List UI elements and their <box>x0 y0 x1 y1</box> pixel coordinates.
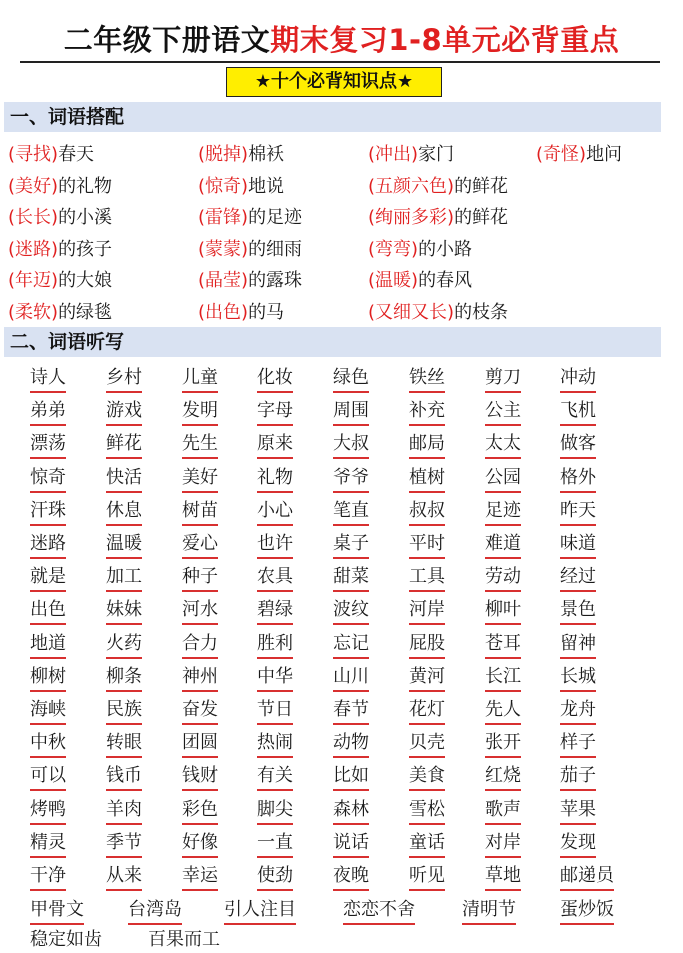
dictation-word: 海峡 <box>30 698 66 725</box>
right-paren: ) <box>241 270 249 291</box>
left-paren: ( <box>536 144 544 165</box>
dictation-word: 先人 <box>485 698 521 725</box>
left-paren: ( <box>8 175 16 197</box>
dictation-word: 做客 <box>560 432 596 459</box>
dictation-word: 树苗 <box>182 499 218 526</box>
right-paren: ) <box>411 270 419 291</box>
dictation-word-cut-off: 百果而工 <box>148 929 220 950</box>
collocation-phrase <box>368 203 508 229</box>
right-paren: ) <box>447 301 455 323</box>
phrase-key: 惊奇 <box>205 175 242 197</box>
dictation-word: 季节 <box>106 831 142 858</box>
dictation-word: 休息 <box>106 499 142 526</box>
right-paren: ) <box>241 238 249 260</box>
phrase-key: 长长 <box>15 207 52 228</box>
phrase-tail: 的孩子 <box>58 238 113 260</box>
phrase-key: 温暖 <box>375 270 412 291</box>
phrase-tail: 的礼物 <box>58 175 113 197</box>
dictation-word: 样子 <box>560 731 596 758</box>
dictation-word: 草地 <box>485 864 521 891</box>
section1-title: 一、词语搭配 <box>10 106 125 128</box>
dictation-word: 彩色 <box>182 798 218 825</box>
left-paren: ( <box>368 175 376 197</box>
dictation-word: 农具 <box>257 565 293 592</box>
dictation-word: 好像 <box>182 831 218 858</box>
phrase-tail: 的鲜花 <box>454 175 509 197</box>
dictation-word: 贝壳 <box>409 731 445 758</box>
dictation-word: 幸运 <box>182 864 218 891</box>
dictation-word: 红烧 <box>485 764 521 791</box>
left-paren: ( <box>368 301 376 323</box>
dictation-word: 汗珠 <box>30 499 66 526</box>
phrase-key: 出色 <box>205 301 242 323</box>
dictation-word: 甲骨文 <box>30 898 84 925</box>
dictation-word: 恋恋不舍 <box>343 898 415 925</box>
dictation-word: 节日 <box>257 698 293 725</box>
dictation-word: 花灯 <box>409 698 445 725</box>
collocation-phrase <box>198 172 284 198</box>
dictation-word: 难道 <box>485 532 521 559</box>
dictation-word: 听见 <box>409 864 445 891</box>
dictation-word: 邮递员 <box>560 864 614 891</box>
left-paren: ( <box>8 301 16 323</box>
dictation-word: 周围 <box>333 399 369 426</box>
phrase-key: 晶莹 <box>205 270 242 291</box>
dictation-word: 说话 <box>333 831 369 858</box>
phrase-key: 雷锋 <box>205 207 242 228</box>
dictation-word: 妹妹 <box>106 598 142 625</box>
dictation-word: 柳树 <box>30 665 66 692</box>
phrase-key: 绚丽多彩 <box>375 207 448 228</box>
right-paren: ) <box>411 238 419 260</box>
dictation-word: 动物 <box>333 731 369 758</box>
dictation-word: 出色 <box>30 598 66 625</box>
title-underline <box>20 61 660 63</box>
left-paren: ( <box>198 144 206 165</box>
dictation-word: 波纹 <box>333 598 369 625</box>
dictation-word: 公主 <box>485 399 521 426</box>
left-paren: ( <box>368 238 376 260</box>
phrase-tail: 的小路 <box>418 238 473 260</box>
left-paren: ( <box>8 270 16 291</box>
dictation-word: 柳叶 <box>485 598 521 625</box>
phrase-key: 五颜六色 <box>375 175 448 197</box>
collocation-phrase <box>198 203 302 229</box>
phrase-key: 迷路 <box>15 238 52 260</box>
collocation-phrase <box>8 140 94 166</box>
collocation-phrase <box>8 298 112 324</box>
dictation-word: 中华 <box>257 665 293 692</box>
dictation-word: 发现 <box>560 831 596 858</box>
dictation-word: 钱财 <box>182 764 218 791</box>
dictation-word: 先生 <box>182 432 218 459</box>
dictation-word: 平时 <box>409 532 445 559</box>
dictation-word: 碧绿 <box>257 598 293 625</box>
dictation-word: 美食 <box>409 764 445 791</box>
dictation-word: 黄河 <box>409 665 445 692</box>
dictation-word: 一直 <box>257 831 293 858</box>
dictation-word: 爱心 <box>182 532 218 559</box>
dictation-word: 比如 <box>333 764 369 791</box>
left-paren: ( <box>368 144 376 165</box>
phrase-tail: 春天 <box>58 144 95 165</box>
collocation-phrase <box>8 203 112 229</box>
right-paren: ) <box>51 270 59 291</box>
dictation-word: 加工 <box>106 565 142 592</box>
right-paren: ) <box>241 207 249 228</box>
right-paren: ) <box>51 144 59 165</box>
collocation-phrase <box>536 140 622 166</box>
dictation-word: 柳条 <box>106 665 142 692</box>
left-paren: ( <box>198 207 206 228</box>
dictation-word: 铁丝 <box>409 366 445 393</box>
dictation-word: 羊肉 <box>106 798 142 825</box>
dictation-word: 迷路 <box>30 532 66 559</box>
dictation-word: 甜菜 <box>333 565 369 592</box>
right-paren: ) <box>447 175 455 197</box>
phrase-key: 冲出 <box>375 144 412 165</box>
collocation-phrase <box>198 140 284 166</box>
phrase-tail: 的露珠 <box>248 270 303 291</box>
dictation-word: 转眼 <box>106 731 142 758</box>
dictation-word: 快活 <box>106 466 142 493</box>
dictation-word: 山川 <box>333 665 369 692</box>
dictation-word: 夜晚 <box>333 864 369 891</box>
left-paren: ( <box>198 301 206 323</box>
dictation-word: 热闹 <box>257 731 293 758</box>
right-paren: ) <box>241 175 249 197</box>
phrase-tail: 家门 <box>418 144 455 165</box>
dictation-word: 奋发 <box>182 698 218 725</box>
dictation-word: 对岸 <box>485 831 521 858</box>
dictation-word: 屁股 <box>409 632 445 659</box>
left-paren: ( <box>8 238 16 260</box>
dictation-word: 雪松 <box>409 798 445 825</box>
dictation-word: 神州 <box>182 665 218 692</box>
phrase-tail: 的枝条 <box>454 301 509 323</box>
dictation-word: 民族 <box>106 698 142 725</box>
title-black-part: 二年级下册语文 <box>63 23 271 57</box>
dictation-word: 弟弟 <box>30 399 66 426</box>
dictation-word: 也许 <box>257 532 293 559</box>
dictation-word: 冲动 <box>560 366 596 393</box>
dictation-word: 种子 <box>182 565 218 592</box>
left-paren: ( <box>8 207 16 228</box>
phrase-tail: 的细雨 <box>248 238 303 260</box>
phrase-tail: 的鲜花 <box>454 207 509 228</box>
collocation-phrase <box>368 298 508 324</box>
dictation-word: 河水 <box>182 598 218 625</box>
dictation-word: 原来 <box>257 432 293 459</box>
dictation-word: 游戏 <box>106 399 142 426</box>
dictation-word: 诗人 <box>30 366 66 393</box>
phrase-key: 美好 <box>15 175 52 197</box>
dictation-word: 可以 <box>30 764 66 791</box>
phrase-key: 又细又长 <box>375 301 448 323</box>
phrase-tail: 地问 <box>586 144 623 165</box>
left-paren: ( <box>198 238 206 260</box>
dictation-word: 大叔 <box>333 432 369 459</box>
dictation-word: 桌子 <box>333 532 369 559</box>
right-paren: ) <box>51 301 59 323</box>
left-paren: ( <box>198 270 206 291</box>
phrase-key: 柔软 <box>15 301 52 323</box>
dictation-word: 鲜花 <box>106 432 142 459</box>
dictation-word: 景色 <box>560 598 596 625</box>
dictation-word: 太太 <box>485 432 521 459</box>
dictation-word: 苹果 <box>560 798 596 825</box>
phrase-key: 脱掉 <box>205 144 242 165</box>
dictation-word: 森林 <box>333 798 369 825</box>
dictation-word: 美好 <box>182 466 218 493</box>
dictation-word: 飞机 <box>560 399 596 426</box>
dictation-word: 张开 <box>485 731 521 758</box>
right-paren: ) <box>411 144 419 165</box>
phrase-tail: 棉袄 <box>248 144 285 165</box>
phrase-tail: 的春风 <box>418 270 473 291</box>
phrase-tail: 的小溪 <box>58 207 113 228</box>
right-paren: ) <box>51 175 59 197</box>
dictation-word: 格外 <box>560 466 596 493</box>
dictation-word: 劳动 <box>485 565 521 592</box>
dictation-word: 春节 <box>333 698 369 725</box>
dictation-word: 化妆 <box>257 366 293 393</box>
dictation-word: 叔叔 <box>409 499 445 526</box>
dictation-word: 小心 <box>257 499 293 526</box>
right-paren: ) <box>241 144 249 165</box>
dictation-word: 邮局 <box>409 432 445 459</box>
dictation-word: 儿童 <box>182 366 218 393</box>
dictation-word: 公园 <box>485 466 521 493</box>
collocation-phrase <box>368 235 472 261</box>
section2-title: 二、词语听写 <box>10 331 125 353</box>
dictation-word: 精灵 <box>30 831 66 858</box>
dictation-word: 经过 <box>560 565 596 592</box>
dictation-word: 爷爷 <box>333 466 369 493</box>
dictation-word: 龙舟 <box>560 698 596 725</box>
phrase-key: 奇怪 <box>543 144 580 165</box>
dictation-word: 漂荡 <box>30 432 66 459</box>
dictation-word: 剪刀 <box>485 366 521 393</box>
collocation-phrase <box>368 266 472 292</box>
collocation-phrase <box>198 298 284 324</box>
dictation-word: 味道 <box>560 532 596 559</box>
dictation-word: 工具 <box>409 565 445 592</box>
dictation-word: 有关 <box>257 764 293 791</box>
dictation-word: 从来 <box>106 864 142 891</box>
dictation-word: 温暖 <box>106 532 142 559</box>
dictation-word: 烤鸭 <box>30 798 66 825</box>
dictation-word: 童话 <box>409 831 445 858</box>
left-paren: ( <box>198 175 206 197</box>
dictation-word: 台湾岛 <box>128 898 182 925</box>
phrase-tail: 的大娘 <box>58 270 113 291</box>
dictation-word: 脚尖 <box>257 798 293 825</box>
dictation-word: 昨天 <box>560 499 596 526</box>
dictation-word: 笔直 <box>333 499 369 526</box>
dictation-word: 乡村 <box>106 366 142 393</box>
left-paren: ( <box>368 270 376 291</box>
dictation-word: 发明 <box>182 399 218 426</box>
dictation-word: 火药 <box>106 632 142 659</box>
dictation-word: 使劲 <box>257 864 293 891</box>
page-title <box>0 18 683 59</box>
right-paren: ) <box>447 207 455 228</box>
phrase-key: 年迈 <box>15 270 52 291</box>
collocation-phrase <box>8 266 112 292</box>
right-paren: ) <box>51 207 59 228</box>
dictation-word: 蛋炒饭 <box>560 898 614 925</box>
dictation-word: 留神 <box>560 632 596 659</box>
collocation-phrase <box>368 172 508 198</box>
dictation-word: 植树 <box>409 466 445 493</box>
right-paren: ) <box>51 238 59 260</box>
phrase-tail: 的绿毯 <box>58 301 113 323</box>
dictation-word: 中秋 <box>30 731 66 758</box>
dictation-word: 补充 <box>409 399 445 426</box>
right-paren: ) <box>241 301 249 323</box>
dictation-word: 长江 <box>485 665 521 692</box>
knowledge-badge: ★十个必背知识点★ <box>226 67 442 97</box>
left-paren: ( <box>8 144 16 165</box>
left-paren: ( <box>368 207 376 228</box>
dictation-word: 足迹 <box>485 499 521 526</box>
dictation-word: 茄子 <box>560 764 596 791</box>
dictation-word: 礼物 <box>257 466 293 493</box>
dictation-word: 团圆 <box>182 731 218 758</box>
dictation-word: 钱币 <box>106 764 142 791</box>
phrase-key: 蒙蒙 <box>205 238 242 260</box>
collocation-phrase <box>368 140 454 166</box>
dictation-word: 胜利 <box>257 632 293 659</box>
dictation-word: 引人注目 <box>224 898 296 925</box>
phrase-key: 寻找 <box>15 144 52 165</box>
phrase-tail: 地说 <box>248 175 285 197</box>
collocation-phrase <box>198 235 302 261</box>
dictation-word: 惊奇 <box>30 466 66 493</box>
collocation-phrase <box>8 235 112 261</box>
dictation-word: 苍耳 <box>485 632 521 659</box>
title-red-part: 期末复习1-8单元必背重点 <box>270 23 620 57</box>
dictation-word: 干净 <box>30 864 66 891</box>
dictation-word: 歌声 <box>485 798 521 825</box>
dictation-word: 清明节 <box>462 898 516 925</box>
dictation-word: 字母 <box>257 399 293 426</box>
dictation-word: 绿色 <box>333 366 369 393</box>
dictation-word-cut-off: 稳定如齿 <box>30 929 102 950</box>
dictation-word: 地道 <box>30 632 66 659</box>
phrase-tail: 的马 <box>248 301 285 323</box>
phrase-key: 弯弯 <box>375 238 412 260</box>
collocation-phrase <box>8 172 112 198</box>
right-paren: ) <box>579 144 587 165</box>
dictation-word: 河岸 <box>409 598 445 625</box>
collocation-phrase <box>198 266 302 292</box>
dictation-word: 合力 <box>182 632 218 659</box>
dictation-word: 就是 <box>30 565 66 592</box>
dictation-word: 忘记 <box>333 632 369 659</box>
dictation-word: 长城 <box>560 665 596 692</box>
phrase-tail: 的足迹 <box>248 207 303 228</box>
